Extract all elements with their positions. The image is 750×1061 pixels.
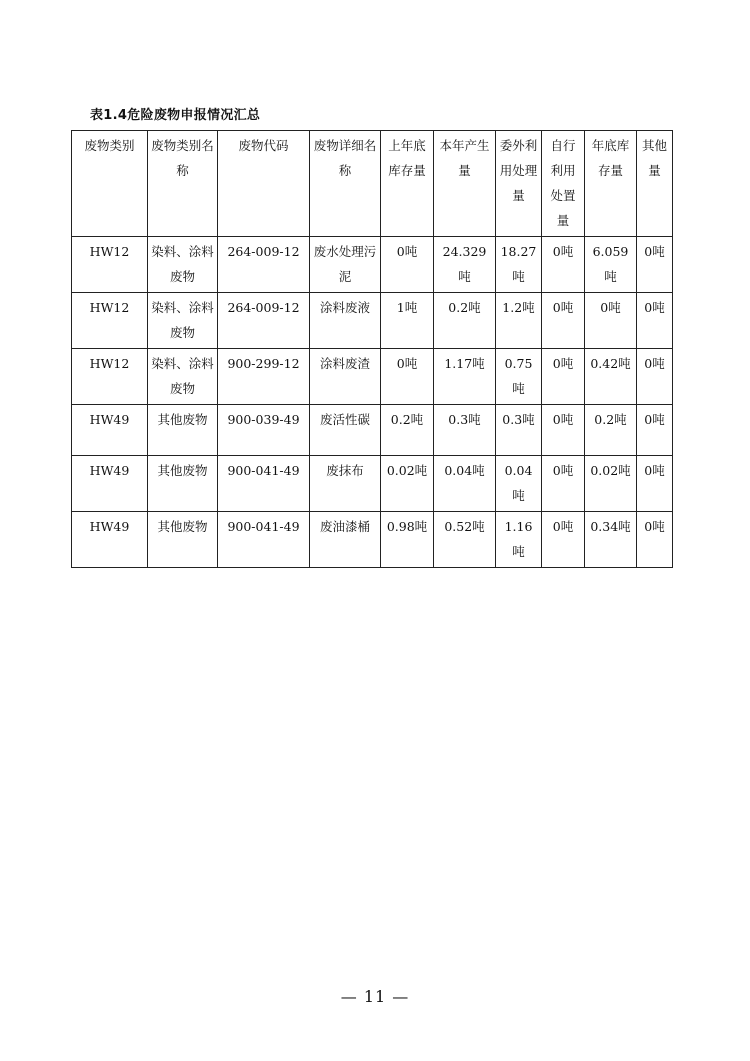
page-number: — 11 — (340, 987, 410, 1006)
cell-annual-output: 0.3吨 (434, 405, 496, 456)
cell-year-end-stock: 0吨 (585, 293, 637, 349)
cell-prior-stock: 0.2吨 (381, 405, 434, 456)
cell-year-end-stock: 0.42吨 (585, 349, 637, 405)
cell-annual-output: 0.52吨 (434, 512, 496, 568)
cell-code: 264-009-12 (218, 237, 310, 293)
cell-year-end-stock: 0.2吨 (585, 405, 637, 456)
cell-annual-output: 1.17吨 (434, 349, 496, 405)
cell-detail-name: 涂料废渣 (310, 349, 381, 405)
cell-outsourced: 0.04吨 (496, 456, 542, 512)
cell-outsourced: 0.75吨 (496, 349, 542, 405)
table-row (72, 237, 673, 293)
table-row (72, 405, 673, 456)
cell-prior-stock: 0.98吨 (381, 512, 434, 568)
cell-self-disposal: 0吨 (542, 512, 585, 568)
cell-code: 900-039-49 (218, 405, 310, 456)
cell-year-end-stock: 0.02吨 (585, 456, 637, 512)
cell-annual-output: 0.04吨 (434, 456, 496, 512)
cell-category: HW12 (72, 293, 148, 349)
cell-prior-stock: 0吨 (381, 349, 434, 405)
cell-code: 900-041-49 (218, 512, 310, 568)
cell-prior-stock: 1吨 (381, 293, 434, 349)
cell-self-disposal: 0吨 (542, 405, 585, 456)
cell-outsourced: 18.27吨 (496, 237, 542, 293)
header-self-disposal: 自行利用处置量 (542, 131, 585, 237)
cell-other: 0吨 (637, 349, 673, 405)
cell-prior-stock: 0.02吨 (381, 456, 434, 512)
cell-code: 900-041-49 (218, 456, 310, 512)
cell-category-name: 染料、涂料废物 (148, 237, 218, 293)
cell-prior-stock: 0吨 (381, 237, 434, 293)
cell-category-name: 其他废物 (148, 456, 218, 512)
table-caption: 表1.4危险废物申报情况汇总 (90, 108, 261, 123)
header-year-end-stock: 年底库存量 (585, 131, 637, 237)
cell-detail-name: 废活性碳 (310, 405, 381, 456)
cell-code: 264-009-12 (218, 293, 310, 349)
cell-outsourced: 1.2吨 (496, 293, 542, 349)
cell-detail-name: 废抹布 (310, 456, 381, 512)
cell-other: 0吨 (637, 456, 673, 512)
cell-category-name: 染料、涂料废物 (148, 293, 218, 349)
header-other: 其他量 (637, 131, 673, 237)
header-waste-category: 废物类别 (72, 131, 148, 237)
cell-self-disposal: 0吨 (542, 293, 585, 349)
cell-category: HW49 (72, 405, 148, 456)
cell-year-end-stock: 0.34吨 (585, 512, 637, 568)
cell-detail-name: 废油漆桶 (310, 512, 381, 568)
cell-other: 0吨 (637, 293, 673, 349)
header-category-name: 废物类别名称 (148, 131, 218, 237)
table-header-row (72, 131, 673, 237)
table-row (72, 456, 673, 512)
cell-code: 900-299-12 (218, 349, 310, 405)
cell-category: HW12 (72, 237, 148, 293)
header-waste-code: 废物代码 (218, 131, 310, 237)
cell-category: HW49 (72, 512, 148, 568)
cell-self-disposal: 0吨 (542, 349, 585, 405)
cell-category: HW12 (72, 349, 148, 405)
cell-category-name: 其他废物 (148, 405, 218, 456)
cell-category-name: 其他废物 (148, 512, 218, 568)
cell-year-end-stock: 6.059吨 (585, 237, 637, 293)
cell-other: 0吨 (637, 512, 673, 568)
header-prior-stock: 上年底库存量 (381, 131, 434, 237)
cell-self-disposal: 0吨 (542, 456, 585, 512)
table-row (72, 293, 673, 349)
cell-other: 0吨 (637, 405, 673, 456)
cell-outsourced: 1.16吨 (496, 512, 542, 568)
header-outsourced-disposal: 委外利用处理量 (496, 131, 542, 237)
cell-detail-name: 涂料废液 (310, 293, 381, 349)
header-annual-output: 本年产生量 (434, 131, 496, 237)
table-row (72, 349, 673, 405)
table-row (72, 512, 673, 568)
header-detail-name: 废物详细名称 (310, 131, 381, 237)
cell-detail-name: 废水处理污泥 (310, 237, 381, 293)
cell-outsourced: 0.3吨 (496, 405, 542, 456)
cell-self-disposal: 0吨 (542, 237, 585, 293)
cell-annual-output: 0.2吨 (434, 293, 496, 349)
cell-category: HW49 (72, 456, 148, 512)
hazardous-waste-table (71, 130, 673, 568)
cell-annual-output: 24.329吨 (434, 237, 496, 293)
cell-other: 0吨 (637, 237, 673, 293)
cell-category-name: 染料、涂料废物 (148, 349, 218, 405)
